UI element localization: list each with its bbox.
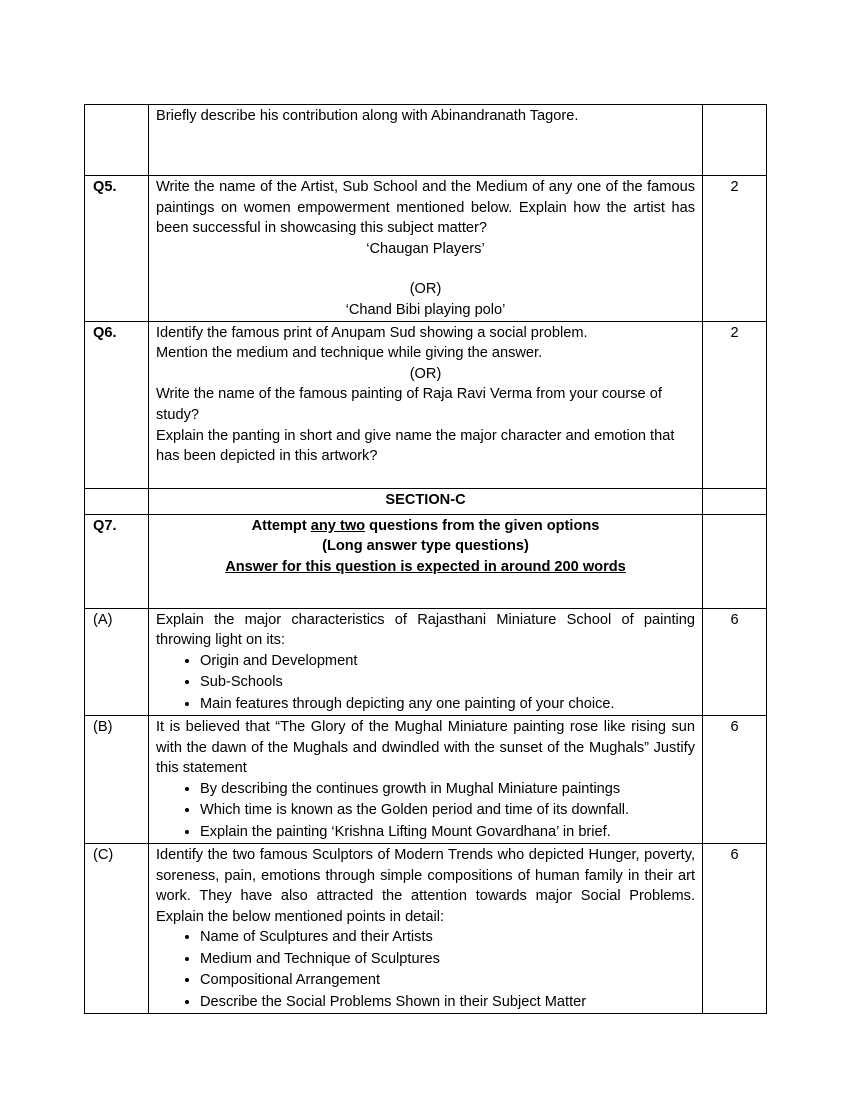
question-table [84, 104, 767, 1014]
painting-option: ‘Chand Bibi playing polo’ [345, 301, 506, 318]
question-number: Q5. [85, 176, 149, 322]
empty-cell [703, 488, 767, 514]
table-row [85, 488, 767, 514]
question-number: Q7. [85, 514, 149, 608]
list-item: • Origin and Development [200, 651, 695, 672]
bullet-list [156, 651, 695, 715]
or-label: (OR) [409, 365, 442, 382]
question-text: Write the name of the Artist, Sub School and the Medium of any one of the famous paintings on women empowerment mentioned below. Explain how the artist has been successful in showcasing this subject matter? [156, 179, 695, 237]
question-text-cell [149, 321, 703, 488]
table-row [85, 608, 767, 715]
question-text-cell [149, 843, 703, 1013]
marks-value: 2 [703, 321, 767, 488]
question-text-cell [149, 715, 703, 843]
question-text: Briefly describe his contribution along with Abinandranath Tagore. [156, 108, 579, 124]
bullet-list [156, 779, 695, 843]
option-label: (C) [85, 843, 149, 1013]
question-text: Explain the panting in short and give name the major character and emotion that has been depicted in this artwork? [156, 427, 675, 465]
list-item: • Sub-Schools [200, 672, 695, 693]
marks-value: 2 [703, 176, 767, 322]
instruction-line: (Long answer type questions) [322, 538, 529, 555]
spacer [156, 259, 695, 279]
option-label: (A) [85, 608, 149, 715]
question-text-cell [149, 608, 703, 715]
list-item: • Describe the Social Problems Shown in their Subject Matter [200, 992, 695, 1013]
instruction-line: Answer for this question is expected in around 200 words [225, 558, 626, 575]
question-text: Identify the two famous Sculptors of Modern Trends who depicted Hunger, poverty, soreness, pain, emotions through simple compositions of human family in their art work. They have also attracted the attention towards major Social Problems. Explain the below mentioned points in detail: [156, 846, 695, 925]
question-text: It is believed that “The Glory of the Mughal Miniature painting rose like rising sun with the dawn of the Mughals and dwindled with the sunset of the Mughals” Justify this statement [156, 718, 695, 777]
table-row [85, 176, 767, 322]
question-sheet [84, 104, 766, 1014]
question-text: Identify the famous print of Anupam Sud showing a social problem. [156, 324, 588, 341]
question-number: Q6. [85, 321, 149, 488]
list-item: • Main features through depicting any one painting of your choice. [200, 694, 695, 715]
option-label: (B) [85, 715, 149, 843]
list-item: • By describing the continues growth in Mughal Miniature paintings [200, 779, 695, 800]
instruction-line [156, 516, 695, 537]
or-label: (OR) [409, 281, 442, 298]
painting-option: ‘Chaugan Players’ [366, 240, 485, 257]
instruction-emphasis: any two [310, 517, 366, 534]
marks-cell [703, 105, 767, 176]
list-item: • Which time is known as the Golden period and time of its downfall. [200, 800, 695, 821]
section-heading: SECTION-C [149, 488, 703, 514]
empty-cell [85, 488, 149, 514]
list-item: • Compositional Arrangement [200, 970, 695, 991]
question-text-cell [149, 176, 703, 322]
question-text: Explain the major characteristics of Rajasthani Miniature School of painting throwing light on its: [156, 611, 695, 649]
question-text: Write the name of the famous painting of Raja Ravi Verma from your course of study? [156, 386, 662, 423]
table-row [85, 715, 767, 843]
list-item: • Name of Sculptures and their Artists [200, 927, 695, 948]
marks-value: 6 [703, 608, 767, 715]
table-row [85, 843, 767, 1013]
question-text: Mention the medium and technique while giving the answer. [156, 345, 543, 362]
table-row [85, 105, 767, 176]
instruction-text: questions from the given options [365, 517, 600, 534]
list-item: • Explain the painting ‘Krishna Lifting Mount Govardhana’ in brief. [200, 822, 695, 843]
list-item: • Medium and Technique of Sculptures [200, 949, 695, 970]
instruction-text: Attempt [251, 517, 311, 534]
empty-cell [703, 514, 767, 608]
table-row [85, 514, 767, 608]
question-text-cell [149, 105, 703, 176]
marks-value: 6 [703, 843, 767, 1013]
bullet-list [156, 927, 695, 1013]
question-number-cell [85, 105, 149, 176]
marks-value: 6 [703, 715, 767, 843]
table-row [85, 321, 767, 488]
question-instructions [149, 514, 703, 608]
